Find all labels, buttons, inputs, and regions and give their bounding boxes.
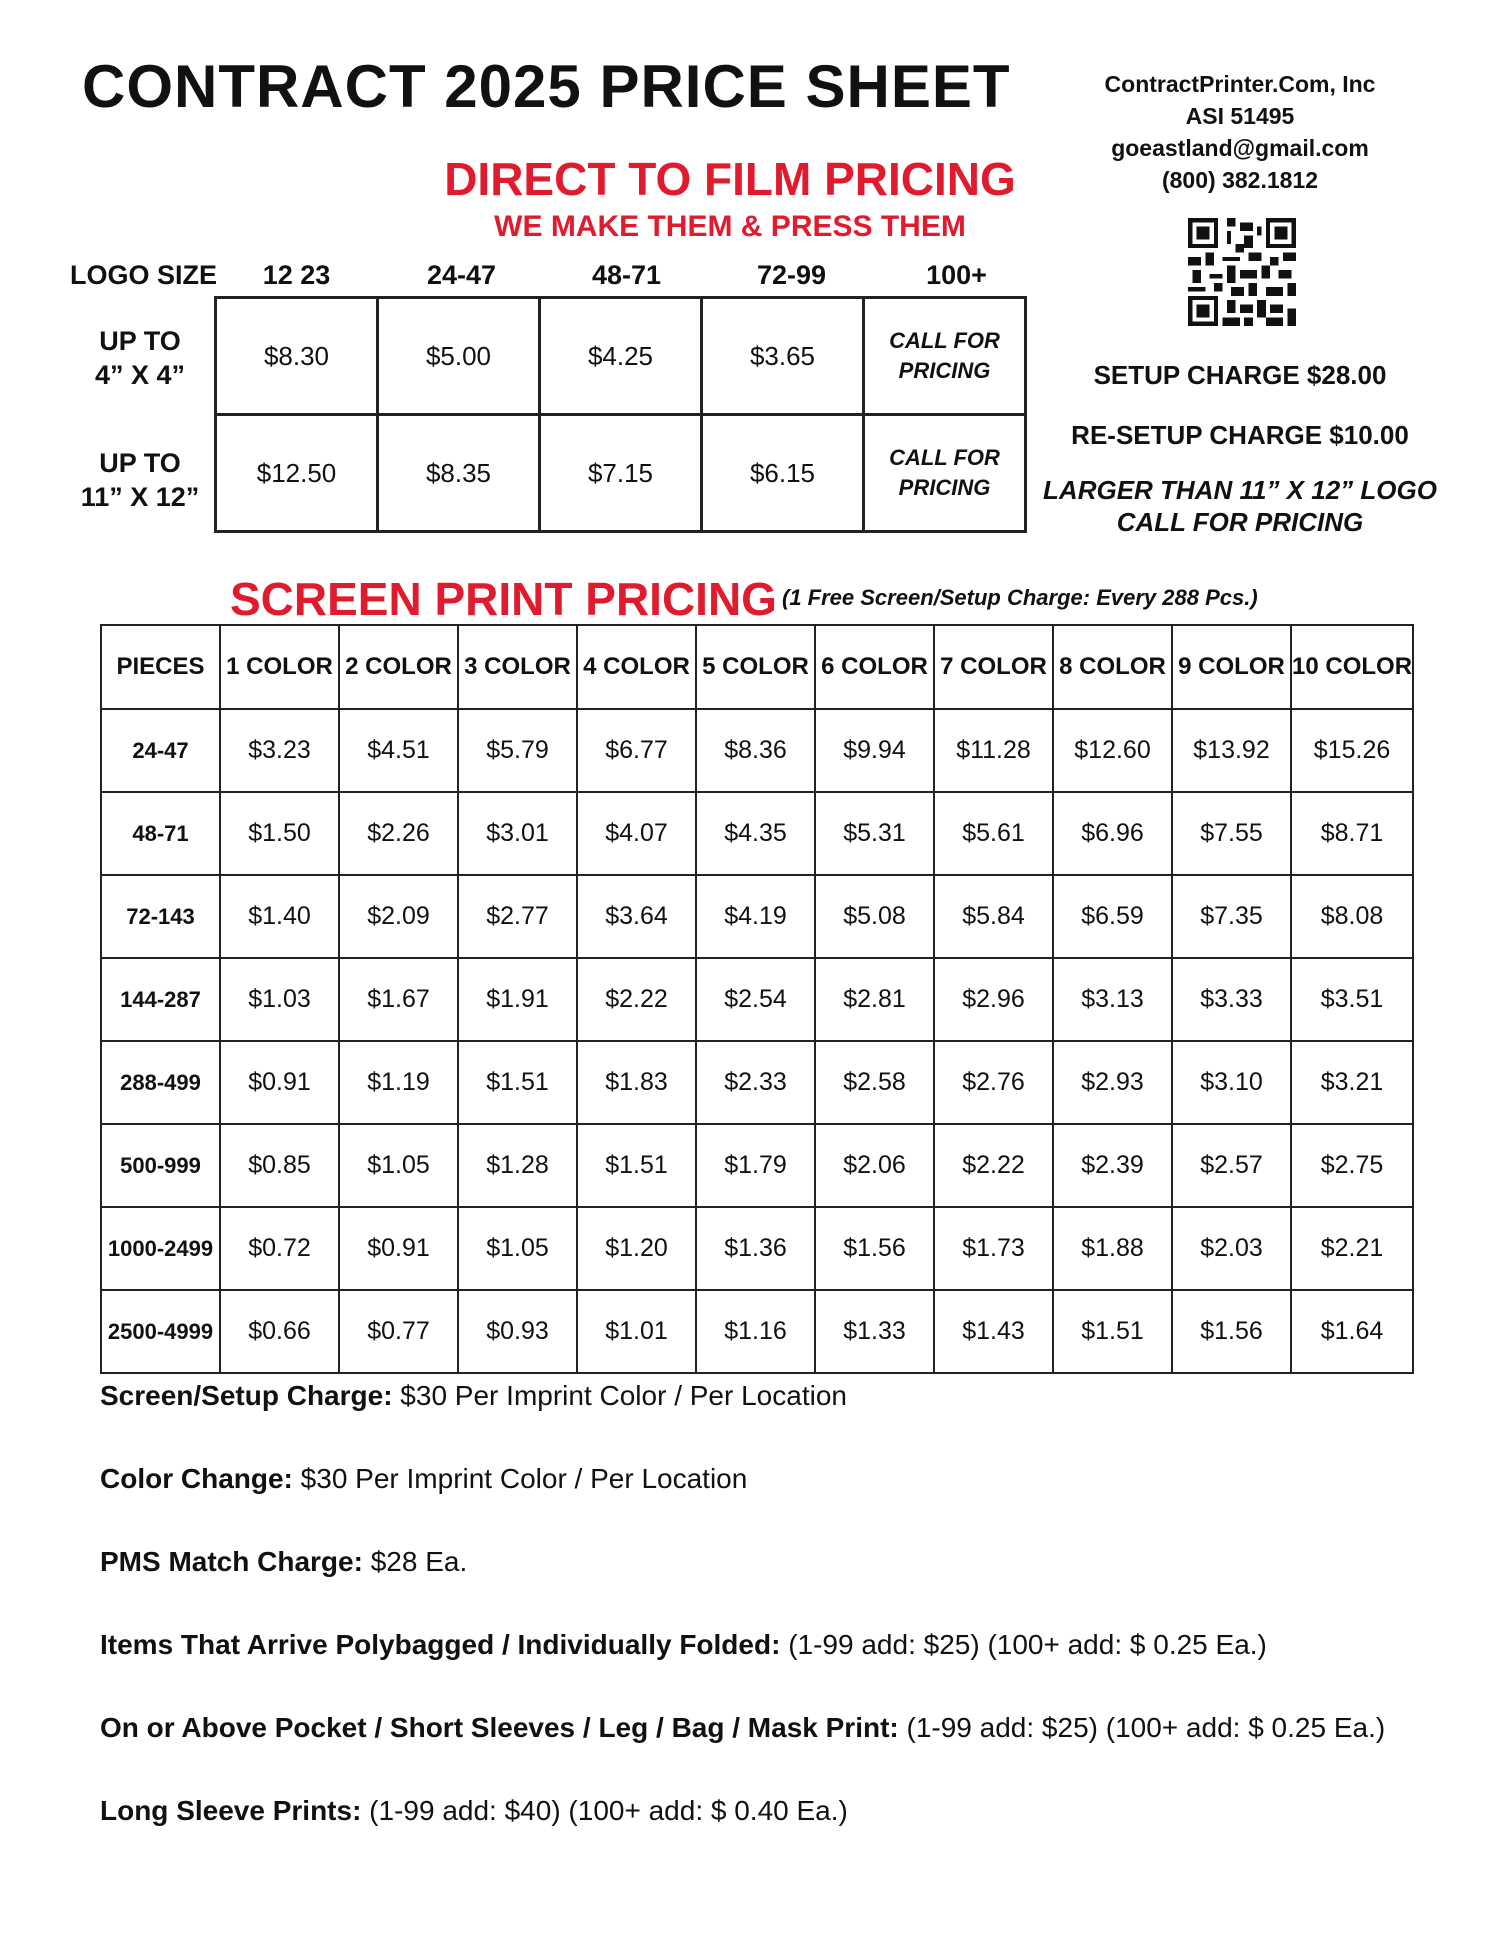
dtf-row-label: UP TO 4” X 4” [94, 326, 186, 390]
price-cell: $5.00 [378, 298, 540, 415]
screen-print-note: (1 Free Screen/Setup Charge: Every 288 Pcs.) [782, 585, 1258, 610]
note-line [100, 1546, 1385, 1629]
dtf-column-header: 24-47 [426, 260, 497, 290]
note-text: (1-99 add: $40) (100+ add: $ 0.40 Ea.) [361, 1795, 848, 1826]
price-cell: $11.28 [934, 709, 1053, 792]
price-cell: $5.61 [934, 792, 1053, 875]
pieces-cell: 500-999 [101, 1124, 220, 1207]
dtf-price-table [214, 296, 1027, 533]
column-header: 3 COLOR [458, 625, 577, 709]
price-cell: $1.40 [220, 875, 339, 958]
table-row [101, 1290, 1413, 1373]
call-for-pricing-cell: CALL FOR PRICING [864, 298, 1026, 415]
price-cell: $2.06 [815, 1124, 934, 1207]
column-header: 7 COLOR [934, 625, 1053, 709]
price-cell: $9.94 [815, 709, 934, 792]
price-cell: $1.19 [339, 1041, 458, 1124]
note-line [100, 1629, 1385, 1712]
table-row [101, 958, 1413, 1041]
company-info [1040, 68, 1440, 196]
price-cell: $1.79 [696, 1124, 815, 1207]
company-name: ContractPrinter.Com, Inc [1104, 71, 1376, 97]
price-cell: $0.72 [220, 1207, 339, 1290]
resetup-charge: RE-SETUP CHARGE $10.00 [1071, 420, 1409, 450]
dtf-column-header: 72-99 [756, 260, 827, 290]
company-phone[interactable]: (800) 382.1812 [1161, 167, 1318, 193]
price-cell: $0.85 [220, 1124, 339, 1207]
screen-print-title: SCREEN PRINT PRICING [230, 573, 777, 625]
price-cell: $1.56 [815, 1207, 934, 1290]
dtf-row-label: UP TO 11” X 12” [80, 448, 200, 512]
note-line [100, 1712, 1385, 1795]
column-header: 10 COLOR [1291, 625, 1413, 709]
table-row [101, 792, 1413, 875]
pieces-cell: 48-71 [101, 792, 220, 875]
pieces-cell: 24-47 [101, 709, 220, 792]
qr-code-icon [1188, 218, 1296, 326]
price-cell: $1.91 [458, 958, 577, 1041]
price-cell: $3.21 [1291, 1041, 1413, 1124]
price-cell: $2.57 [1172, 1124, 1291, 1207]
column-header: 9 COLOR [1172, 625, 1291, 709]
price-cell: $2.21 [1291, 1207, 1413, 1290]
column-header: 5 COLOR [696, 625, 815, 709]
price-cell: $1.73 [934, 1207, 1053, 1290]
column-header: 8 COLOR [1053, 625, 1172, 709]
price-cell: $1.43 [934, 1290, 1053, 1373]
column-header: 4 COLOR [577, 625, 696, 709]
note-line [100, 1463, 1385, 1546]
price-cell: $2.26 [339, 792, 458, 875]
dtf-column-header: 100+ [926, 260, 987, 290]
price-cell: $8.36 [696, 709, 815, 792]
price-cell: $0.91 [220, 1041, 339, 1124]
price-cell: $12.50 [216, 415, 378, 532]
setup-charge: SETUP CHARGE $28.00 [1093, 360, 1387, 390]
price-cell: $0.93 [458, 1290, 577, 1373]
dtf-subtitle: WE MAKE THEM & PRESS THEM [494, 210, 966, 243]
column-header: 6 COLOR [815, 625, 934, 709]
price-cell: $1.20 [577, 1207, 696, 1290]
dtf-column-header: 12 23 [262, 260, 331, 290]
price-cell: $6.77 [577, 709, 696, 792]
price-cell: $1.03 [220, 958, 339, 1041]
table-row [216, 415, 1026, 532]
dtf-column-header: 48-71 [591, 260, 662, 290]
note-text: $30 Per Imprint Color / Per Location [392, 1380, 847, 1411]
price-cell: $3.51 [1291, 958, 1413, 1041]
note-text: (1-99 add: $25) (100+ add: $ 0.25 Ea.) [898, 1712, 1386, 1743]
price-cell: $4.07 [577, 792, 696, 875]
note-label: On or Above Pocket / Short Sleeves / Leg / Bag / Mask Print: [100, 1712, 899, 1743]
price-cell: $2.77 [458, 875, 577, 958]
price-cell: $2.58 [815, 1041, 934, 1124]
price-cell: $6.15 [702, 415, 864, 532]
price-cell: $1.51 [458, 1041, 577, 1124]
price-cell: $4.25 [540, 298, 702, 415]
price-cell: $7.35 [1172, 875, 1291, 958]
larger-logo-note: LARGER THAN 11” X 12” LOGO CALL FOR PRICING [1043, 475, 1437, 537]
note-label: PMS Match Charge: [100, 1546, 363, 1577]
dtf-logo-size-label: LOGO SIZE [70, 260, 218, 290]
price-cell: $4.51 [339, 709, 458, 792]
table-row [101, 1124, 1413, 1207]
dtf-title: DIRECT TO FILM PRICING [444, 153, 1016, 205]
price-cell: $4.35 [696, 792, 815, 875]
price-cell: $1.51 [577, 1124, 696, 1207]
column-header: PIECES [101, 625, 220, 709]
page-title: CONTRACT 2025 PRICE SHEET [82, 53, 1011, 120]
price-cell: $8.30 [216, 298, 378, 415]
price-cell: $1.33 [815, 1290, 934, 1373]
note-text: $30 Per Imprint Color / Per Location [292, 1463, 748, 1494]
pieces-cell: 288-499 [101, 1041, 220, 1124]
price-cell: $1.28 [458, 1124, 577, 1207]
price-cell: $2.03 [1172, 1207, 1291, 1290]
table-row [216, 298, 1026, 415]
price-cell: $2.22 [934, 1124, 1053, 1207]
price-cell: $1.88 [1053, 1207, 1172, 1290]
price-cell: $2.76 [934, 1041, 1053, 1124]
note-label: Screen/Setup Charge: [100, 1380, 393, 1411]
price-cell: $12.60 [1053, 709, 1172, 792]
price-cell: $5.31 [815, 792, 934, 875]
price-cell: $3.65 [702, 298, 864, 415]
price-cell: $2.09 [339, 875, 458, 958]
price-cell: $1.67 [339, 958, 458, 1041]
price-cell: $2.22 [577, 958, 696, 1041]
price-cell: $2.39 [1053, 1124, 1172, 1207]
pieces-cell: 2500-4999 [101, 1290, 220, 1373]
price-cell: $15.26 [1291, 709, 1413, 792]
price-cell: $8.35 [378, 415, 540, 532]
price-cell: $13.92 [1172, 709, 1291, 792]
price-cell: $3.23 [220, 709, 339, 792]
price-cell: $1.16 [696, 1290, 815, 1373]
price-cell: $2.75 [1291, 1124, 1413, 1207]
price-cell: $3.64 [577, 875, 696, 958]
price-cell: $3.01 [458, 792, 577, 875]
table-row [101, 875, 1413, 958]
price-cell: $8.08 [1291, 875, 1413, 958]
price-cell: $5.79 [458, 709, 577, 792]
note-line [100, 1380, 1385, 1463]
price-cell: $5.84 [934, 875, 1053, 958]
table-row [101, 1041, 1413, 1124]
price-cell: $4.19 [696, 875, 815, 958]
price-cell: $3.13 [1053, 958, 1172, 1041]
note-label: Long Sleeve Prints: [100, 1795, 362, 1826]
note-line [100, 1795, 1385, 1878]
table-row [101, 1207, 1413, 1290]
table-row [101, 709, 1413, 792]
price-cell: $8.71 [1291, 792, 1413, 875]
call-for-pricing-cell: CALL FOR PRICING [864, 415, 1026, 532]
price-cell: $6.59 [1053, 875, 1172, 958]
price-cell: $2.81 [815, 958, 934, 1041]
note-text: $28 Ea. [362, 1546, 468, 1577]
price-cell: $1.50 [220, 792, 339, 875]
price-cell: $1.64 [1291, 1290, 1413, 1373]
price-cell: $1.05 [458, 1207, 577, 1290]
column-header: 1 COLOR [220, 625, 339, 709]
price-cell: $1.83 [577, 1041, 696, 1124]
screen-print-table [100, 624, 1414, 1374]
price-cell: $3.33 [1172, 958, 1291, 1041]
price-cell: $2.33 [696, 1041, 815, 1124]
price-cell: $6.96 [1053, 792, 1172, 875]
pieces-cell: 144-287 [101, 958, 220, 1041]
price-cell: $1.36 [696, 1207, 815, 1290]
price-cell: $2.93 [1053, 1041, 1172, 1124]
company-email[interactable]: goeastland@gmail.com [1111, 135, 1369, 161]
price-cell: $1.56 [1172, 1290, 1291, 1373]
price-cell: $7.15 [540, 415, 702, 532]
price-cell: $0.91 [339, 1207, 458, 1290]
price-cell: $0.77 [339, 1290, 458, 1373]
price-cell: $3.10 [1172, 1041, 1291, 1124]
pieces-cell: 72-143 [101, 875, 220, 958]
pieces-cell: 1000-2499 [101, 1207, 220, 1290]
notes-list [100, 1380, 1385, 1878]
column-header: 2 COLOR [339, 625, 458, 709]
company-asi: ASI 51495 [1185, 103, 1295, 129]
table-header-row [101, 625, 1413, 709]
note-label: Items That Arrive Polybagged / Individually Folded: [100, 1629, 781, 1660]
price-cell: $1.01 [577, 1290, 696, 1373]
price-cell: $0.66 [220, 1290, 339, 1373]
price-cell: $5.08 [815, 875, 934, 958]
price-cell: $1.51 [1053, 1290, 1172, 1373]
price-cell: $2.96 [934, 958, 1053, 1041]
note-label: Color Change: [100, 1463, 293, 1494]
price-cell: $2.54 [696, 958, 815, 1041]
price-cell: $1.05 [339, 1124, 458, 1207]
price-cell: $7.55 [1172, 792, 1291, 875]
note-text: (1-99 add: $25) (100+ add: $ 0.25 Ea.) [780, 1629, 1267, 1660]
